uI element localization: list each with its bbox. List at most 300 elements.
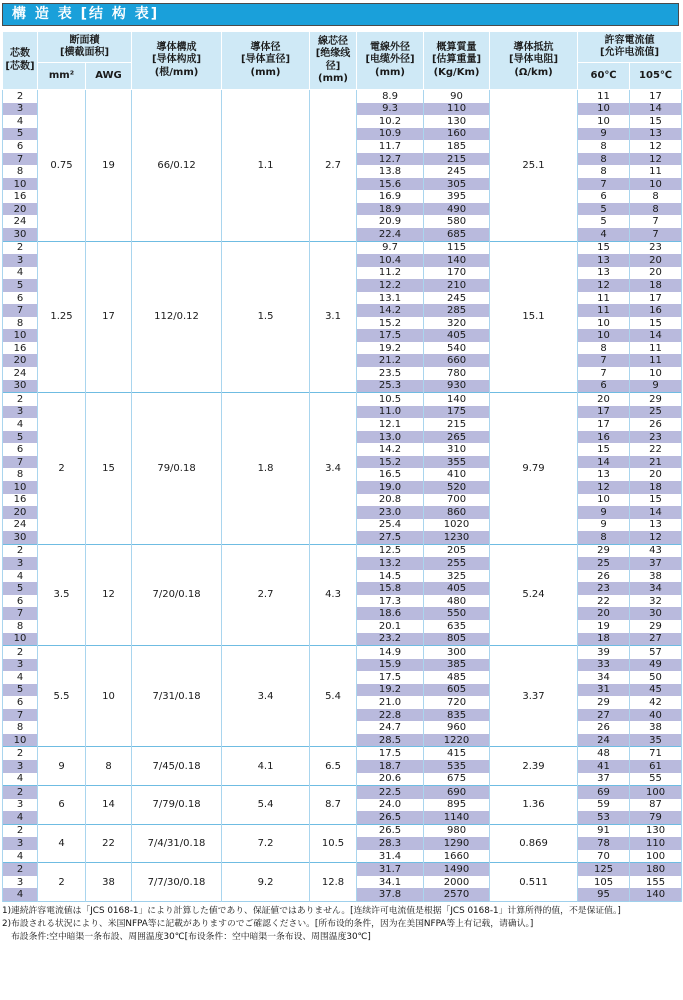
current-60c-cell: 6	[578, 190, 630, 203]
core-diameter-cell: 3.1	[310, 241, 357, 393]
mass-cell: 780	[424, 367, 490, 380]
cores-cell: 2	[3, 824, 38, 837]
current-60c-cell: 125	[578, 863, 630, 876]
cores-cell: 24	[3, 367, 38, 380]
cores-cell: 10	[3, 481, 38, 494]
current-60c-cell: 12	[578, 481, 630, 494]
cable-od-cell: 15.2	[357, 456, 424, 469]
cable-od-cell: 31.7	[357, 863, 424, 876]
cores-cell: 4	[3, 773, 38, 786]
cable-od-cell: 20.1	[357, 620, 424, 633]
current-105c-cell: 100	[630, 786, 682, 799]
current-105c-cell: 13	[630, 519, 682, 532]
mass-cell: 1140	[424, 811, 490, 824]
current-105c-cell: 18	[630, 481, 682, 494]
current-105c-cell: 21	[630, 456, 682, 469]
col-header-awg: AWG	[86, 63, 132, 90]
cross-section-awg-cell: 38	[86, 863, 132, 902]
current-105c-cell: 10	[630, 367, 682, 380]
mass-cell: 520	[424, 481, 490, 494]
mass-cell: 175	[424, 406, 490, 419]
conductor-diameter-cell: 5.4	[222, 786, 310, 825]
cores-cell: 3	[3, 799, 38, 812]
cores-cell: 2	[3, 863, 38, 876]
cable-od-cell: 19.2	[357, 342, 424, 355]
current-60c-cell: 31	[578, 684, 630, 697]
cable-od-cell: 23.5	[357, 367, 424, 380]
current-105c-cell: 27	[630, 633, 682, 646]
cable-od-cell: 9.7	[357, 241, 424, 254]
mass-cell: 860	[424, 506, 490, 519]
cable-od-cell: 14.5	[357, 570, 424, 583]
mass-cell: 410	[424, 468, 490, 481]
current-60c-cell: 29	[578, 696, 630, 709]
cable-od-cell: 22.8	[357, 709, 424, 722]
resistance-cell: 0.511	[490, 863, 578, 902]
col-header-allowable-current: 許容電流値 [允许电流值]	[578, 32, 682, 63]
cores-cell: 3	[3, 103, 38, 116]
current-60c-cell: 70	[578, 850, 630, 863]
mass-cell: 170	[424, 267, 490, 280]
cable-od-cell: 22.5	[357, 786, 424, 799]
col-header-mm2: mm²	[38, 63, 86, 90]
cores-cell: 5	[3, 684, 38, 697]
resistance-cell: 2.39	[490, 747, 578, 786]
mass-cell: 1490	[424, 863, 490, 876]
conductor-diameter-cell: 1.8	[222, 393, 310, 545]
cores-cell: 4	[3, 850, 38, 863]
current-105c-cell: 18	[630, 279, 682, 292]
mass-cell: 1020	[424, 519, 490, 532]
cable-od-cell: 26.5	[357, 824, 424, 837]
current-105c-cell: 55	[630, 773, 682, 786]
cable-od-cell: 10.4	[357, 254, 424, 267]
table-row	[3, 241, 682, 254]
conductor-composition-cell: 7/31/0.18	[132, 646, 222, 747]
mass-cell: 310	[424, 443, 490, 456]
current-60c-cell: 15	[578, 241, 630, 254]
cores-cell: 2	[3, 241, 38, 254]
mass-cell: 960	[424, 721, 490, 734]
table-header	[3, 32, 682, 90]
current-105c-cell: 38	[630, 721, 682, 734]
cable-od-cell: 20.8	[357, 494, 424, 507]
cable-od-cell: 22.4	[357, 228, 424, 241]
mass-cell: 185	[424, 140, 490, 153]
current-60c-cell: 8	[578, 165, 630, 178]
cable-od-cell: 21.0	[357, 696, 424, 709]
current-60c-cell: 26	[578, 721, 630, 734]
col-header-60c: 60℃	[578, 63, 630, 90]
col-header-core-diameter: 線芯径 [绝缘线径] (mm)	[310, 32, 357, 90]
conductor-composition-cell: 7/20/0.18	[132, 544, 222, 645]
col-header-cross-section: 断面積 [横截面积]	[38, 32, 132, 63]
cross-section-awg-cell: 22	[86, 824, 132, 863]
cross-section-mm2-cell: 9	[38, 747, 86, 786]
current-60c-cell: 91	[578, 824, 630, 837]
current-60c-cell: 25	[578, 557, 630, 570]
current-105c-cell: 71	[630, 747, 682, 760]
current-105c-cell: 7	[630, 228, 682, 241]
cores-cell: 3	[3, 837, 38, 850]
current-105c-cell: 110	[630, 837, 682, 850]
current-105c-cell: 15	[630, 494, 682, 507]
current-105c-cell: 25	[630, 406, 682, 419]
current-60c-cell: 24	[578, 734, 630, 747]
table-row	[3, 786, 682, 799]
col-header-cores: 芯数 [芯数]	[3, 32, 38, 90]
mass-cell: 540	[424, 342, 490, 355]
mass-cell: 580	[424, 215, 490, 228]
table-row	[3, 747, 682, 760]
current-105c-cell: 14	[630, 506, 682, 519]
current-105c-cell: 34	[630, 582, 682, 595]
current-60c-cell: 7	[578, 367, 630, 380]
mass-cell: 490	[424, 203, 490, 216]
current-60c-cell: 10	[578, 494, 630, 507]
cores-cell: 2	[3, 90, 38, 103]
current-60c-cell: 14	[578, 456, 630, 469]
cable-od-cell: 18.9	[357, 203, 424, 216]
current-105c-cell: 8	[630, 203, 682, 216]
cores-cell: 30	[3, 380, 38, 393]
current-60c-cell: 6	[578, 380, 630, 393]
cable-od-cell: 15.8	[357, 582, 424, 595]
current-60c-cell: 41	[578, 760, 630, 773]
footnote-2: 2)布設される状況により、米国NFPA等に記載がありますのでご確認ください。[所布设的条件，因为在美国NFPA等上有记载，请确认。]	[2, 919, 534, 929]
cores-cell: 4	[3, 115, 38, 128]
conductor-diameter-cell: 7.2	[222, 824, 310, 863]
current-105c-cell: 29	[630, 393, 682, 406]
current-60c-cell: 37	[578, 773, 630, 786]
current-60c-cell: 10	[578, 103, 630, 116]
mass-cell: 115	[424, 241, 490, 254]
conductor-composition-cell: 7/7/30/0.18	[132, 863, 222, 902]
footnote-1: 1)連続許容電流値は「JCS 0168-1」により計算した値であり、保証値ではありません。[连续许可电流值是根据「JCS 0168-1」计算所得的值，不是保证值。]	[2, 906, 621, 916]
cross-section-mm2-cell: 5.5	[38, 646, 86, 747]
current-60c-cell: 48	[578, 747, 630, 760]
cable-od-cell: 10.2	[357, 115, 424, 128]
current-60c-cell: 11	[578, 304, 630, 317]
cable-od-cell: 21.2	[357, 354, 424, 367]
cores-cell: 5	[3, 279, 38, 292]
conductor-composition-cell: 7/45/0.18	[132, 747, 222, 786]
current-105c-cell: 8	[630, 190, 682, 203]
mass-cell: 835	[424, 709, 490, 722]
cores-cell: 4	[3, 671, 38, 684]
cores-cell: 3	[3, 760, 38, 773]
cores-cell: 8	[3, 165, 38, 178]
mass-cell: 605	[424, 684, 490, 697]
table-row	[3, 90, 682, 103]
cable-od-cell: 20.9	[357, 215, 424, 228]
cable-od-cell: 37.8	[357, 888, 424, 901]
conductor-diameter-cell: 1.1	[222, 90, 310, 242]
mass-cell: 700	[424, 494, 490, 507]
mass-cell: 130	[424, 115, 490, 128]
cores-cell: 3	[3, 659, 38, 672]
current-105c-cell: 45	[630, 684, 682, 697]
footnotes	[2, 905, 681, 944]
current-105c-cell: 29	[630, 620, 682, 633]
current-105c-cell: 35	[630, 734, 682, 747]
mass-cell: 415	[424, 747, 490, 760]
current-105c-cell: 140	[630, 888, 682, 901]
cross-section-awg-cell: 12	[86, 544, 132, 645]
cross-section-mm2-cell: 2	[38, 863, 86, 902]
current-60c-cell: 20	[578, 607, 630, 620]
current-105c-cell: 12	[630, 531, 682, 544]
mass-cell: 305	[424, 178, 490, 191]
current-60c-cell: 10	[578, 317, 630, 330]
conductor-composition-cell: 7/79/0.18	[132, 786, 222, 825]
conductor-diameter-cell: 9.2	[222, 863, 310, 902]
core-diameter-cell: 6.5	[310, 747, 357, 786]
current-105c-cell: 79	[630, 811, 682, 824]
cable-od-cell: 10.9	[357, 128, 424, 141]
cores-cell: 5	[3, 431, 38, 444]
current-105c-cell: 23	[630, 241, 682, 254]
mass-cell: 1220	[424, 734, 490, 747]
current-105c-cell: 23	[630, 431, 682, 444]
cores-cell: 8	[3, 468, 38, 481]
cable-od-cell: 25.4	[357, 519, 424, 532]
cable-od-cell: 11.2	[357, 267, 424, 280]
cores-cell: 3	[3, 254, 38, 267]
mass-cell: 720	[424, 696, 490, 709]
current-60c-cell: 27	[578, 709, 630, 722]
mass-cell: 395	[424, 190, 490, 203]
cores-cell: 6	[3, 595, 38, 608]
mass-cell: 320	[424, 317, 490, 330]
mass-cell: 660	[424, 354, 490, 367]
current-105c-cell: 42	[630, 696, 682, 709]
page-title: 構 造 表 [结 构 表]	[2, 3, 679, 26]
current-105c-cell: 87	[630, 799, 682, 812]
cable-od-cell: 13.2	[357, 557, 424, 570]
current-60c-cell: 29	[578, 544, 630, 557]
cores-cell: 16	[3, 494, 38, 507]
cores-cell: 20	[3, 203, 38, 216]
cores-cell: 16	[3, 190, 38, 203]
cable-od-cell: 27.5	[357, 531, 424, 544]
cable-od-cell: 12.7	[357, 153, 424, 166]
current-60c-cell: 23	[578, 582, 630, 595]
current-60c-cell: 15	[578, 443, 630, 456]
cable-od-cell: 9.3	[357, 103, 424, 116]
cores-cell: 7	[3, 709, 38, 722]
current-60c-cell: 22	[578, 595, 630, 608]
mass-cell: 405	[424, 582, 490, 595]
cable-od-cell: 12.5	[357, 544, 424, 557]
cable-od-cell: 24.0	[357, 799, 424, 812]
current-60c-cell: 11	[578, 90, 630, 103]
current-105c-cell: 10	[630, 178, 682, 191]
current-105c-cell: 38	[630, 570, 682, 583]
current-60c-cell: 34	[578, 671, 630, 684]
cores-cell: 10	[3, 734, 38, 747]
current-60c-cell: 20	[578, 393, 630, 406]
cable-od-cell: 12.2	[357, 279, 424, 292]
cable-od-cell: 24.7	[357, 721, 424, 734]
resistance-cell: 9.79	[490, 393, 578, 545]
cores-cell: 30	[3, 228, 38, 241]
cross-section-awg-cell: 8	[86, 747, 132, 786]
conductor-composition-cell: 66/0.12	[132, 90, 222, 242]
mass-cell: 405	[424, 329, 490, 342]
current-105c-cell: 22	[630, 443, 682, 456]
current-105c-cell: 13	[630, 128, 682, 141]
cores-cell: 20	[3, 354, 38, 367]
resistance-cell: 15.1	[490, 241, 578, 393]
mass-cell: 635	[424, 620, 490, 633]
cable-od-cell: 18.6	[357, 607, 424, 620]
cores-cell: 6	[3, 292, 38, 305]
mass-cell: 690	[424, 786, 490, 799]
mass-cell: 160	[424, 128, 490, 141]
cable-od-cell: 17.5	[357, 747, 424, 760]
core-diameter-cell: 4.3	[310, 544, 357, 645]
mass-cell: 110	[424, 103, 490, 116]
current-105c-cell: 9	[630, 380, 682, 393]
resistance-cell: 1.36	[490, 786, 578, 825]
cross-section-mm2-cell: 4	[38, 824, 86, 863]
mass-cell: 805	[424, 633, 490, 646]
current-60c-cell: 105	[578, 876, 630, 889]
cross-section-mm2-cell: 2	[38, 393, 86, 545]
mass-cell: 385	[424, 659, 490, 672]
current-105c-cell: 12	[630, 153, 682, 166]
mass-cell: 895	[424, 799, 490, 812]
current-60c-cell: 10	[578, 329, 630, 342]
conductor-composition-cell: 79/0.18	[132, 393, 222, 545]
cores-cell: 6	[3, 696, 38, 709]
current-105c-cell: 11	[630, 354, 682, 367]
cable-od-cell: 13.8	[357, 165, 424, 178]
table-row	[3, 863, 682, 876]
current-105c-cell: 49	[630, 659, 682, 672]
cores-cell: 2	[3, 544, 38, 557]
cores-cell: 2	[3, 646, 38, 659]
cores-cell: 8	[3, 620, 38, 633]
current-105c-cell: 50	[630, 671, 682, 684]
cross-section-awg-cell: 19	[86, 90, 132, 242]
mass-cell: 90	[424, 90, 490, 103]
mass-cell: 1230	[424, 531, 490, 544]
mass-cell: 285	[424, 304, 490, 317]
current-60c-cell: 18	[578, 633, 630, 646]
current-60c-cell: 7	[578, 354, 630, 367]
cable-od-cell: 17.5	[357, 671, 424, 684]
resistance-cell: 0.869	[490, 824, 578, 863]
current-60c-cell: 8	[578, 531, 630, 544]
cable-od-cell: 25.3	[357, 380, 424, 393]
conductor-composition-cell: 112/0.12	[132, 241, 222, 393]
cable-od-cell: 10.5	[357, 393, 424, 406]
current-60c-cell: 26	[578, 570, 630, 583]
mass-cell: 485	[424, 671, 490, 684]
current-60c-cell: 11	[578, 292, 630, 305]
mass-cell: 215	[424, 418, 490, 431]
cores-cell: 8	[3, 317, 38, 330]
cable-od-cell: 14.2	[357, 304, 424, 317]
current-60c-cell: 5	[578, 215, 630, 228]
resistance-cell: 25.1	[490, 90, 578, 242]
mass-cell: 355	[424, 456, 490, 469]
cores-cell: 2	[3, 786, 38, 799]
mass-cell: 245	[424, 292, 490, 305]
cable-od-cell: 34.1	[357, 876, 424, 889]
cable-od-cell: 11.0	[357, 406, 424, 419]
mass-cell: 300	[424, 646, 490, 659]
cores-cell: 3	[3, 406, 38, 419]
current-60c-cell: 13	[578, 254, 630, 267]
current-60c-cell: 13	[578, 267, 630, 280]
current-60c-cell: 78	[578, 837, 630, 850]
current-105c-cell: 155	[630, 876, 682, 889]
current-105c-cell: 17	[630, 90, 682, 103]
cores-cell: 24	[3, 215, 38, 228]
conductor-diameter-cell: 2.7	[222, 544, 310, 645]
current-60c-cell: 9	[578, 128, 630, 141]
mass-cell: 265	[424, 431, 490, 444]
resistance-cell: 5.24	[490, 544, 578, 645]
current-60c-cell: 19	[578, 620, 630, 633]
cores-cell: 3	[3, 876, 38, 889]
current-60c-cell: 59	[578, 799, 630, 812]
cross-section-mm2-cell: 0.75	[38, 90, 86, 242]
cable-od-cell: 28.3	[357, 837, 424, 850]
col-header-conductor-resistance: 導体抵抗 [导体电阻] (Ω/km)	[490, 32, 578, 90]
cable-od-cell: 8.9	[357, 90, 424, 103]
cable-od-cell: 12.1	[357, 418, 424, 431]
current-60c-cell: 13	[578, 468, 630, 481]
core-diameter-cell: 2.7	[310, 90, 357, 242]
current-105c-cell: 180	[630, 863, 682, 876]
mass-cell: 245	[424, 165, 490, 178]
current-60c-cell: 12	[578, 279, 630, 292]
current-60c-cell: 4	[578, 228, 630, 241]
cores-cell: 10	[3, 178, 38, 191]
cores-cell: 7	[3, 153, 38, 166]
cable-od-cell: 23.0	[357, 506, 424, 519]
cable-od-cell: 14.9	[357, 646, 424, 659]
cable-od-cell: 17.3	[357, 595, 424, 608]
current-105c-cell: 40	[630, 709, 682, 722]
cores-cell: 4	[3, 570, 38, 583]
current-60c-cell: 69	[578, 786, 630, 799]
current-60c-cell: 8	[578, 342, 630, 355]
mass-cell: 325	[424, 570, 490, 583]
cores-cell: 5	[3, 582, 38, 595]
mass-cell: 255	[424, 557, 490, 570]
current-60c-cell: 16	[578, 431, 630, 444]
cores-cell: 7	[3, 607, 38, 620]
mass-cell: 1290	[424, 837, 490, 850]
col-header-approx-mass: 概算質量 [估算重量] (Kg/Km)	[424, 32, 490, 90]
resistance-cell: 3.37	[490, 646, 578, 747]
current-60c-cell: 8	[578, 153, 630, 166]
cores-cell: 4	[3, 811, 38, 824]
current-105c-cell: 20	[630, 468, 682, 481]
table-row	[3, 646, 682, 659]
cores-cell: 4	[3, 888, 38, 901]
current-60c-cell: 7	[578, 178, 630, 191]
mass-cell: 930	[424, 380, 490, 393]
mass-cell: 550	[424, 607, 490, 620]
cores-cell: 2	[3, 747, 38, 760]
current-105c-cell: 57	[630, 646, 682, 659]
